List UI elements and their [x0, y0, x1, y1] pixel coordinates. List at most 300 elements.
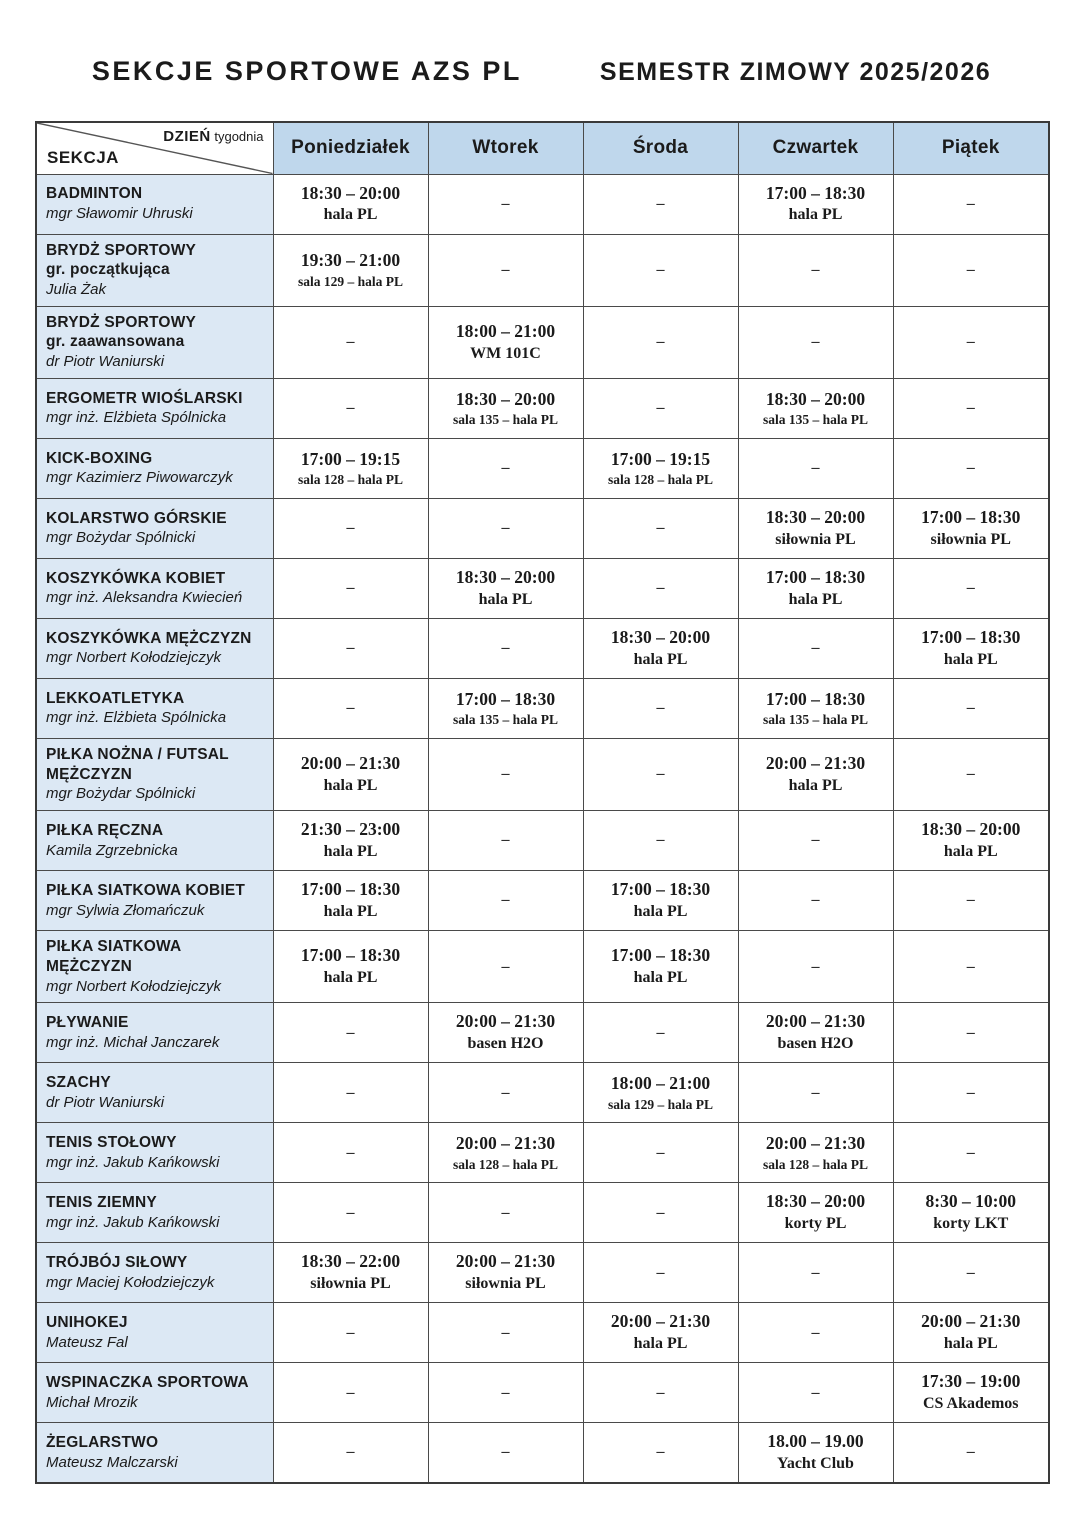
- slot-cell-poniedzialek: [273, 306, 428, 378]
- empty-slot-dash: –: [501, 195, 510, 212]
- slot-location: basen H2O: [467, 1035, 544, 1053]
- section-instructor: mgr inż. Jakub Kańkowski: [46, 1153, 220, 1171]
- slot-time: 18:30 – 20:00: [300, 182, 401, 203]
- table-row: [36, 738, 1049, 810]
- section-cell: [36, 930, 273, 1002]
- empty-slot-dash: –: [346, 1203, 355, 1221]
- empty-slot-dash: –: [656, 1443, 665, 1461]
- slot-cell-czwartek: [738, 174, 893, 234]
- section-name: PIŁKA SIATKOWA KOBIET: [46, 881, 246, 899]
- slot-location: hala PL: [943, 842, 998, 860]
- slot-cell-sroda: [583, 618, 738, 678]
- slot-cell-czwartek: [738, 438, 893, 498]
- slot-cell-piatek: [893, 378, 1049, 438]
- slot-cell-wtorek: [428, 1363, 583, 1423]
- empty-slot-dash: –: [966, 333, 975, 351]
- empty-slot-dash: –: [966, 261, 975, 279]
- empty-slot-dash: –: [811, 639, 820, 657]
- empty-slot-dash: –: [501, 891, 510, 909]
- section-name: PIŁKA RĘCZNA: [46, 821, 164, 839]
- empty-slot-dash: –: [811, 831, 820, 849]
- slot-location: Yacht Club: [777, 1454, 854, 1472]
- section-cell: [36, 1063, 273, 1123]
- slot-location: hala PL: [943, 650, 998, 668]
- slot-cell-piatek: [893, 558, 1049, 618]
- slot-location: siłownia PL: [465, 1275, 546, 1293]
- slot-cell-wtorek: [428, 378, 583, 438]
- empty-slot-dash: –: [966, 399, 975, 417]
- empty-slot-dash: –: [656, 261, 665, 279]
- slot-time: 18:30 – 22:00: [300, 1251, 401, 1272]
- section-group: gr. początkująca: [46, 261, 170, 279]
- slot-time: 17:00 – 18:30: [610, 879, 711, 900]
- section-name: LEKKOATLETYKA: [46, 689, 185, 707]
- empty-slot-dash: –: [811, 957, 820, 975]
- section-instructor: mgr Bożydar Spólnicki: [46, 529, 196, 547]
- section-name: BADMINTON: [46, 185, 143, 203]
- slot-cell-wtorek: [428, 1423, 583, 1483]
- slot-time: 20:00 – 21:30: [921, 1311, 1021, 1332]
- empty-slot-dash: –: [346, 1143, 355, 1161]
- table-row: [36, 1243, 1049, 1303]
- empty-slot-dash: –: [656, 1143, 665, 1161]
- slot-cell-poniedzialek: [273, 1243, 428, 1303]
- slot-location: hala PL: [478, 590, 533, 608]
- slot-time: 18:30 – 20:00: [455, 388, 556, 409]
- table-row: [36, 810, 1049, 870]
- section-cell: [36, 1303, 273, 1363]
- section-instructor: Michał Mrozik: [46, 1393, 138, 1411]
- section-instructor: Mateusz Malczarski: [46, 1453, 178, 1471]
- slot-location: hala PL: [633, 902, 688, 920]
- slot-cell-piatek: [893, 1003, 1049, 1063]
- slot-time: 20:00 – 21:30: [455, 1133, 556, 1154]
- slot-cell-piatek: [893, 306, 1049, 378]
- empty-slot-dash: –: [346, 1023, 355, 1041]
- section-instructor: mgr Norbert Kołodziejczyk: [46, 977, 222, 995]
- section-instructor: mgr Sylwia Złomańczuk: [46, 901, 205, 919]
- table-row: [36, 618, 1049, 678]
- empty-slot-dash: –: [966, 891, 975, 909]
- empty-slot-dash: –: [346, 1383, 355, 1401]
- slot-cell-sroda: [583, 738, 738, 810]
- slot-cell-sroda: [583, 1123, 738, 1183]
- slot-cell-piatek: [893, 678, 1049, 738]
- slot-cell-poniedzialek: [273, 738, 428, 810]
- slot-location: siłownia PL: [775, 530, 856, 548]
- section-name: BRYDŻ SPORTOWY: [46, 313, 197, 331]
- col-header-sroda: Środa: [583, 122, 738, 174]
- slot-location: hala PL: [788, 206, 843, 224]
- slot-time: 17:00 – 19:15: [300, 448, 401, 469]
- slot-cell-piatek: [893, 1183, 1049, 1243]
- slot-location: sala 135 – hala PL: [452, 412, 558, 428]
- slot-location: hala PL: [633, 968, 688, 986]
- section-cell: [36, 378, 273, 438]
- slot-cell-sroda: [583, 1363, 738, 1423]
- empty-slot-dash: –: [811, 1323, 820, 1341]
- slot-time: 18.00 – 19.00: [767, 1431, 864, 1452]
- slot-cell-piatek: [893, 1303, 1049, 1363]
- section-instructor: mgr Bożydar Spólnicki: [46, 785, 196, 803]
- table-row: [36, 306, 1049, 378]
- slot-location: sala 135 – hala PL: [452, 712, 558, 728]
- section-name: ERGOMETR WIOŚLARSKI: [46, 389, 243, 407]
- slot-time: 17:00 – 19:15: [610, 448, 711, 469]
- empty-slot-dash: –: [966, 579, 975, 597]
- empty-slot-dash: –: [656, 699, 665, 717]
- slot-cell-wtorek: [428, 810, 583, 870]
- slot-cell-piatek: [893, 1063, 1049, 1123]
- slot-cell-czwartek: [738, 1003, 893, 1063]
- empty-slot-dash: –: [501, 261, 510, 279]
- empty-slot-dash: –: [501, 1323, 510, 1341]
- slot-cell-czwartek: [738, 930, 893, 1002]
- slot-cell-sroda: [583, 930, 738, 1002]
- slot-cell-piatek: [893, 438, 1049, 498]
- slot-time: 18:30 – 20:00: [921, 819, 1021, 840]
- section-instructor: mgr Kazimierz Piwowarczyk: [46, 469, 233, 487]
- section-instructor: mgr inż. Aleksandra Kwiecień: [46, 589, 243, 607]
- slot-cell-czwartek: [738, 498, 893, 558]
- slot-time: 20:00 – 21:30: [455, 1011, 556, 1032]
- slot-cell-piatek: [893, 498, 1049, 558]
- table-row: [36, 1063, 1049, 1123]
- slot-cell-wtorek: [428, 618, 583, 678]
- slot-cell-poniedzialek: [273, 1123, 428, 1183]
- slot-cell-wtorek: [428, 738, 583, 810]
- empty-slot-dash: –: [346, 1323, 355, 1341]
- slot-cell-wtorek: [428, 1123, 583, 1183]
- slot-cell-wtorek: [428, 498, 583, 558]
- slot-location: hala PL: [788, 590, 843, 608]
- empty-slot-dash: –: [656, 1383, 665, 1401]
- empty-slot-dash: –: [966, 1443, 975, 1461]
- section-instructor: mgr inż. Michał Janczarek: [46, 1033, 220, 1051]
- slot-cell-sroda: [583, 1063, 738, 1123]
- slot-cell-czwartek: [738, 738, 893, 810]
- slot-location: hala PL: [323, 902, 378, 920]
- slot-cell-wtorek: [428, 174, 583, 234]
- slot-cell-wtorek: [428, 1183, 583, 1243]
- empty-slot-dash: –: [501, 1083, 510, 1101]
- slot-cell-czwartek: [738, 306, 893, 378]
- table-row: [36, 1423, 1049, 1483]
- section-name: TENIS ZIEMNY: [46, 1193, 157, 1211]
- empty-slot-dash: –: [656, 519, 665, 537]
- slot-cell-wtorek: [428, 870, 583, 930]
- empty-slot-dash: –: [811, 1083, 820, 1101]
- slot-cell-sroda: [583, 378, 738, 438]
- empty-slot-dash: –: [656, 1203, 665, 1221]
- table-row: [36, 234, 1049, 306]
- slot-location: sala 129 – hala PL: [607, 1096, 713, 1112]
- section-instructor: mgr Maciej Kołodziejczyk: [46, 1273, 215, 1291]
- section-name: SZACHY: [46, 1073, 111, 1091]
- section-name: KICK-BOXING: [46, 449, 153, 467]
- slot-location: korty PL: [784, 1215, 847, 1233]
- slot-time: 21:30 – 23:00: [300, 819, 401, 840]
- empty-slot-dash: –: [811, 1263, 820, 1281]
- slot-cell-poniedzialek: [273, 1423, 428, 1483]
- empty-slot-dash: –: [656, 333, 665, 351]
- slot-cell-poniedzialek: [273, 234, 428, 306]
- slot-cell-sroda: [583, 1303, 738, 1363]
- corner-section-label: SEKCJA: [47, 147, 119, 167]
- slot-time: 17:00 – 18:30: [765, 688, 866, 709]
- section-cell: [36, 1183, 273, 1243]
- slot-location: hala PL: [323, 206, 378, 224]
- empty-slot-dash: –: [346, 1443, 355, 1461]
- slot-location: WM 101C: [470, 344, 541, 362]
- slot-location: CS Akademos: [922, 1395, 1019, 1413]
- empty-slot-dash: –: [501, 639, 510, 657]
- slot-cell-poniedzialek: [273, 930, 428, 1002]
- slot-cell-sroda: [583, 870, 738, 930]
- section-cell: [36, 1243, 273, 1303]
- slot-location: hala PL: [788, 776, 843, 794]
- section-name: ŻEGLARSTWO: [46, 1433, 159, 1451]
- title-semester: SEMESTR ZIMOWY 2025/2026: [599, 58, 992, 86]
- section-name: KOSZYKÓWKA MĘŻCZYZN: [46, 629, 252, 647]
- slot-location: sala 135 – hala PL: [762, 712, 868, 728]
- slot-time: 17:00 – 18:30: [921, 507, 1021, 528]
- empty-slot-dash: –: [966, 699, 975, 717]
- empty-slot-dash: –: [811, 333, 820, 351]
- section-name: UNIHOKEJ: [46, 1313, 128, 1331]
- col-header-czwartek: Czwartek: [738, 122, 893, 174]
- section-group: gr. zaawansowana: [46, 333, 185, 351]
- schedule-table: [35, 121, 1050, 1484]
- section-instructor: Kamila Zgrzebnicka: [46, 841, 178, 859]
- slot-location: sala 129 – hala PL: [297, 274, 403, 290]
- empty-slot-dash: –: [811, 1383, 820, 1401]
- empty-slot-dash: –: [966, 459, 975, 477]
- slot-cell-wtorek: [428, 930, 583, 1002]
- empty-slot-dash: –: [811, 261, 820, 279]
- slot-cell-piatek: [893, 174, 1049, 234]
- slot-location: hala PL: [633, 1335, 688, 1353]
- slot-cell-wtorek: [428, 1243, 583, 1303]
- slot-location: hala PL: [323, 776, 378, 794]
- table-row: [36, 558, 1049, 618]
- table-row: [36, 1003, 1049, 1063]
- corner-day-label: DZIEŃ tygodnia: [163, 128, 264, 145]
- slot-time: 17:00 – 18:30: [455, 688, 556, 709]
- slot-time: 18:30 – 20:00: [610, 627, 711, 648]
- slot-cell-sroda: [583, 1243, 738, 1303]
- empty-slot-dash: –: [346, 333, 355, 351]
- slot-location: sala 128 – hala PL: [762, 1156, 868, 1172]
- slot-time: 18:30 – 20:00: [455, 567, 556, 588]
- slot-cell-poniedzialek: [273, 498, 428, 558]
- slot-cell-poniedzialek: [273, 558, 428, 618]
- slot-cell-piatek: [893, 810, 1049, 870]
- slot-time: 20:00 – 21:30: [300, 753, 401, 774]
- slot-location: sala 128 – hala PL: [297, 472, 403, 488]
- slot-time: 18:00 – 21:00: [455, 321, 556, 342]
- slot-cell-piatek: [893, 618, 1049, 678]
- slot-cell-poniedzialek: [273, 1063, 428, 1123]
- empty-slot-dash: –: [966, 1083, 975, 1101]
- slot-cell-wtorek: [428, 234, 583, 306]
- table-row: [36, 1303, 1049, 1363]
- slot-location: hala PL: [323, 968, 378, 986]
- col-header-piatek: Piątek: [893, 122, 1049, 174]
- section-instructor: mgr Sławomir Uhruski: [46, 205, 193, 223]
- slot-cell-piatek: [893, 870, 1049, 930]
- slot-cell-sroda: [583, 810, 738, 870]
- slot-cell-sroda: [583, 1423, 738, 1483]
- slot-time: 18:30 – 20:00: [765, 1191, 866, 1212]
- empty-slot-dash: –: [966, 195, 975, 212]
- slot-cell-piatek: [893, 1243, 1049, 1303]
- table-row: [36, 930, 1049, 1002]
- section-instructor: dr Piotr Waniurski: [46, 353, 165, 371]
- slot-cell-piatek: [893, 930, 1049, 1002]
- slot-time: 20:00 – 21:30: [455, 1251, 556, 1272]
- slot-cell-wtorek: [428, 438, 583, 498]
- slot-cell-piatek: [893, 234, 1049, 306]
- section-instructor: mgr inż. Elżbieta Spólnicka: [46, 409, 227, 427]
- empty-slot-dash: –: [966, 1263, 975, 1281]
- slot-cell-wtorek: [428, 1063, 583, 1123]
- empty-slot-dash: –: [346, 639, 355, 657]
- slot-time: 18:30 – 20:00: [765, 388, 866, 409]
- slot-cell-czwartek: [738, 1183, 893, 1243]
- slot-location: basen H2O: [777, 1035, 854, 1053]
- slot-location: sala 135 – hala PL: [762, 412, 868, 428]
- slot-cell-poniedzialek: [273, 174, 428, 234]
- slot-location: korty LKT: [933, 1215, 1009, 1233]
- section-name: TENIS STOŁOWY: [46, 1133, 177, 1151]
- table-row: [36, 870, 1049, 930]
- section-cell: [36, 558, 273, 618]
- slot-cell-sroda: [583, 558, 738, 618]
- slot-cell-poniedzialek: [273, 1303, 428, 1363]
- section-name: TRÓJBÓJ SIŁOWY: [46, 1253, 188, 1271]
- section-name: KOLARSTWO GÓRSKIE: [46, 509, 227, 527]
- slot-cell-poniedzialek: [273, 378, 428, 438]
- table-row: [36, 438, 1049, 498]
- empty-slot-dash: –: [656, 399, 665, 417]
- slot-location: siłownia PL: [310, 1275, 391, 1293]
- slot-location: siłownia PL: [930, 530, 1011, 548]
- section-cell: [36, 618, 273, 678]
- slot-cell-czwartek: [738, 618, 893, 678]
- empty-slot-dash: –: [501, 765, 510, 783]
- slot-cell-sroda: [583, 1003, 738, 1063]
- slot-cell-czwartek: [738, 810, 893, 870]
- slot-cell-czwartek: [738, 1423, 893, 1483]
- slot-time: 17:00 – 18:30: [765, 182, 866, 203]
- slot-cell-czwartek: [738, 1363, 893, 1423]
- slot-cell-sroda: [583, 234, 738, 306]
- slot-time: 20:00 – 21:30: [765, 1011, 866, 1032]
- slot-time: 20:00 – 21:30: [765, 753, 866, 774]
- section-name: KOSZYKÓWKA KOBIET: [46, 569, 226, 587]
- empty-slot-dash: –: [656, 579, 665, 597]
- slot-cell-wtorek: [428, 1303, 583, 1363]
- empty-slot-dash: –: [501, 957, 510, 975]
- section-instructor: mgr Norbert Kołodziejczyk: [46, 649, 222, 667]
- slot-time: 17:00 – 18:30: [300, 945, 401, 966]
- section-instructor: mgr inż. Jakub Kańkowski: [46, 1213, 220, 1231]
- empty-slot-dash: –: [966, 1143, 975, 1161]
- section-instructor: Mateusz Fal: [46, 1333, 128, 1351]
- slot-cell-sroda: [583, 438, 738, 498]
- empty-slot-dash: –: [656, 1023, 665, 1041]
- section-cell: [36, 234, 273, 306]
- slot-cell-czwartek: [738, 558, 893, 618]
- empty-slot-dash: –: [501, 1383, 510, 1401]
- slot-cell-poniedzialek: [273, 678, 428, 738]
- empty-slot-dash: –: [346, 1083, 355, 1101]
- empty-slot-dash: –: [966, 957, 975, 975]
- slot-cell-piatek: [893, 1123, 1049, 1183]
- slot-cell-sroda: [583, 1183, 738, 1243]
- slot-location: hala PL: [633, 650, 688, 668]
- empty-slot-dash: –: [966, 765, 975, 783]
- section-cell: [36, 810, 273, 870]
- table-row: [36, 1363, 1049, 1423]
- slot-cell-wtorek: [428, 678, 583, 738]
- empty-slot-dash: –: [501, 1443, 510, 1461]
- section-cell: [36, 438, 273, 498]
- section-cell: [36, 306, 273, 378]
- slot-cell-wtorek: [428, 558, 583, 618]
- section-cell: [36, 1363, 273, 1423]
- empty-slot-dash: –: [346, 399, 355, 417]
- empty-slot-dash: –: [656, 765, 665, 783]
- slot-location: hala PL: [943, 1335, 998, 1353]
- table-row: [36, 378, 1049, 438]
- slot-cell-piatek: [893, 738, 1049, 810]
- slot-time: 17:00 – 18:30: [300, 879, 401, 900]
- slot-location: hala PL: [323, 842, 378, 860]
- section-cell: [36, 498, 273, 558]
- slot-cell-czwartek: [738, 678, 893, 738]
- section-name: PIŁKA NOŻNA / FUTSAL MĘŻCZYZN: [46, 745, 229, 783]
- col-header-poniedzialek: Poniedziałek: [273, 122, 428, 174]
- page-title: [35, 56, 1048, 87]
- table-row: [36, 1183, 1049, 1243]
- slot-cell-poniedzialek: [273, 1363, 428, 1423]
- empty-slot-dash: –: [501, 519, 510, 537]
- table-row: [36, 678, 1049, 738]
- title-sections: SEKCJE SPORTOWE AZS PL: [91, 56, 522, 86]
- slot-location: sala 128 – hala PL: [607, 472, 713, 488]
- slot-time: 17:00 – 18:30: [921, 627, 1021, 648]
- slot-location: sala 128 – hala PL: [452, 1156, 558, 1172]
- section-cell: [36, 678, 273, 738]
- slot-time: 20:00 – 21:30: [610, 1311, 711, 1332]
- section-name: BRYDŻ SPORTOWY: [46, 241, 197, 259]
- slot-time: 20:00 – 21:30: [765, 1133, 866, 1154]
- empty-slot-dash: –: [966, 1023, 975, 1041]
- header-row: [36, 122, 1049, 174]
- empty-slot-dash: –: [656, 1263, 665, 1281]
- slot-cell-czwartek: [738, 1123, 893, 1183]
- slot-time: 17:00 – 18:30: [610, 945, 711, 966]
- empty-slot-dash: –: [656, 831, 665, 849]
- table-row: [36, 1123, 1049, 1183]
- slot-time: 17:00 – 18:30: [765, 567, 866, 588]
- section-instructor: mgr inż. Elżbieta Spólnicka: [46, 709, 227, 727]
- empty-slot-dash: –: [501, 831, 510, 849]
- empty-slot-dash: –: [346, 579, 355, 597]
- corner-cell: [36, 122, 273, 174]
